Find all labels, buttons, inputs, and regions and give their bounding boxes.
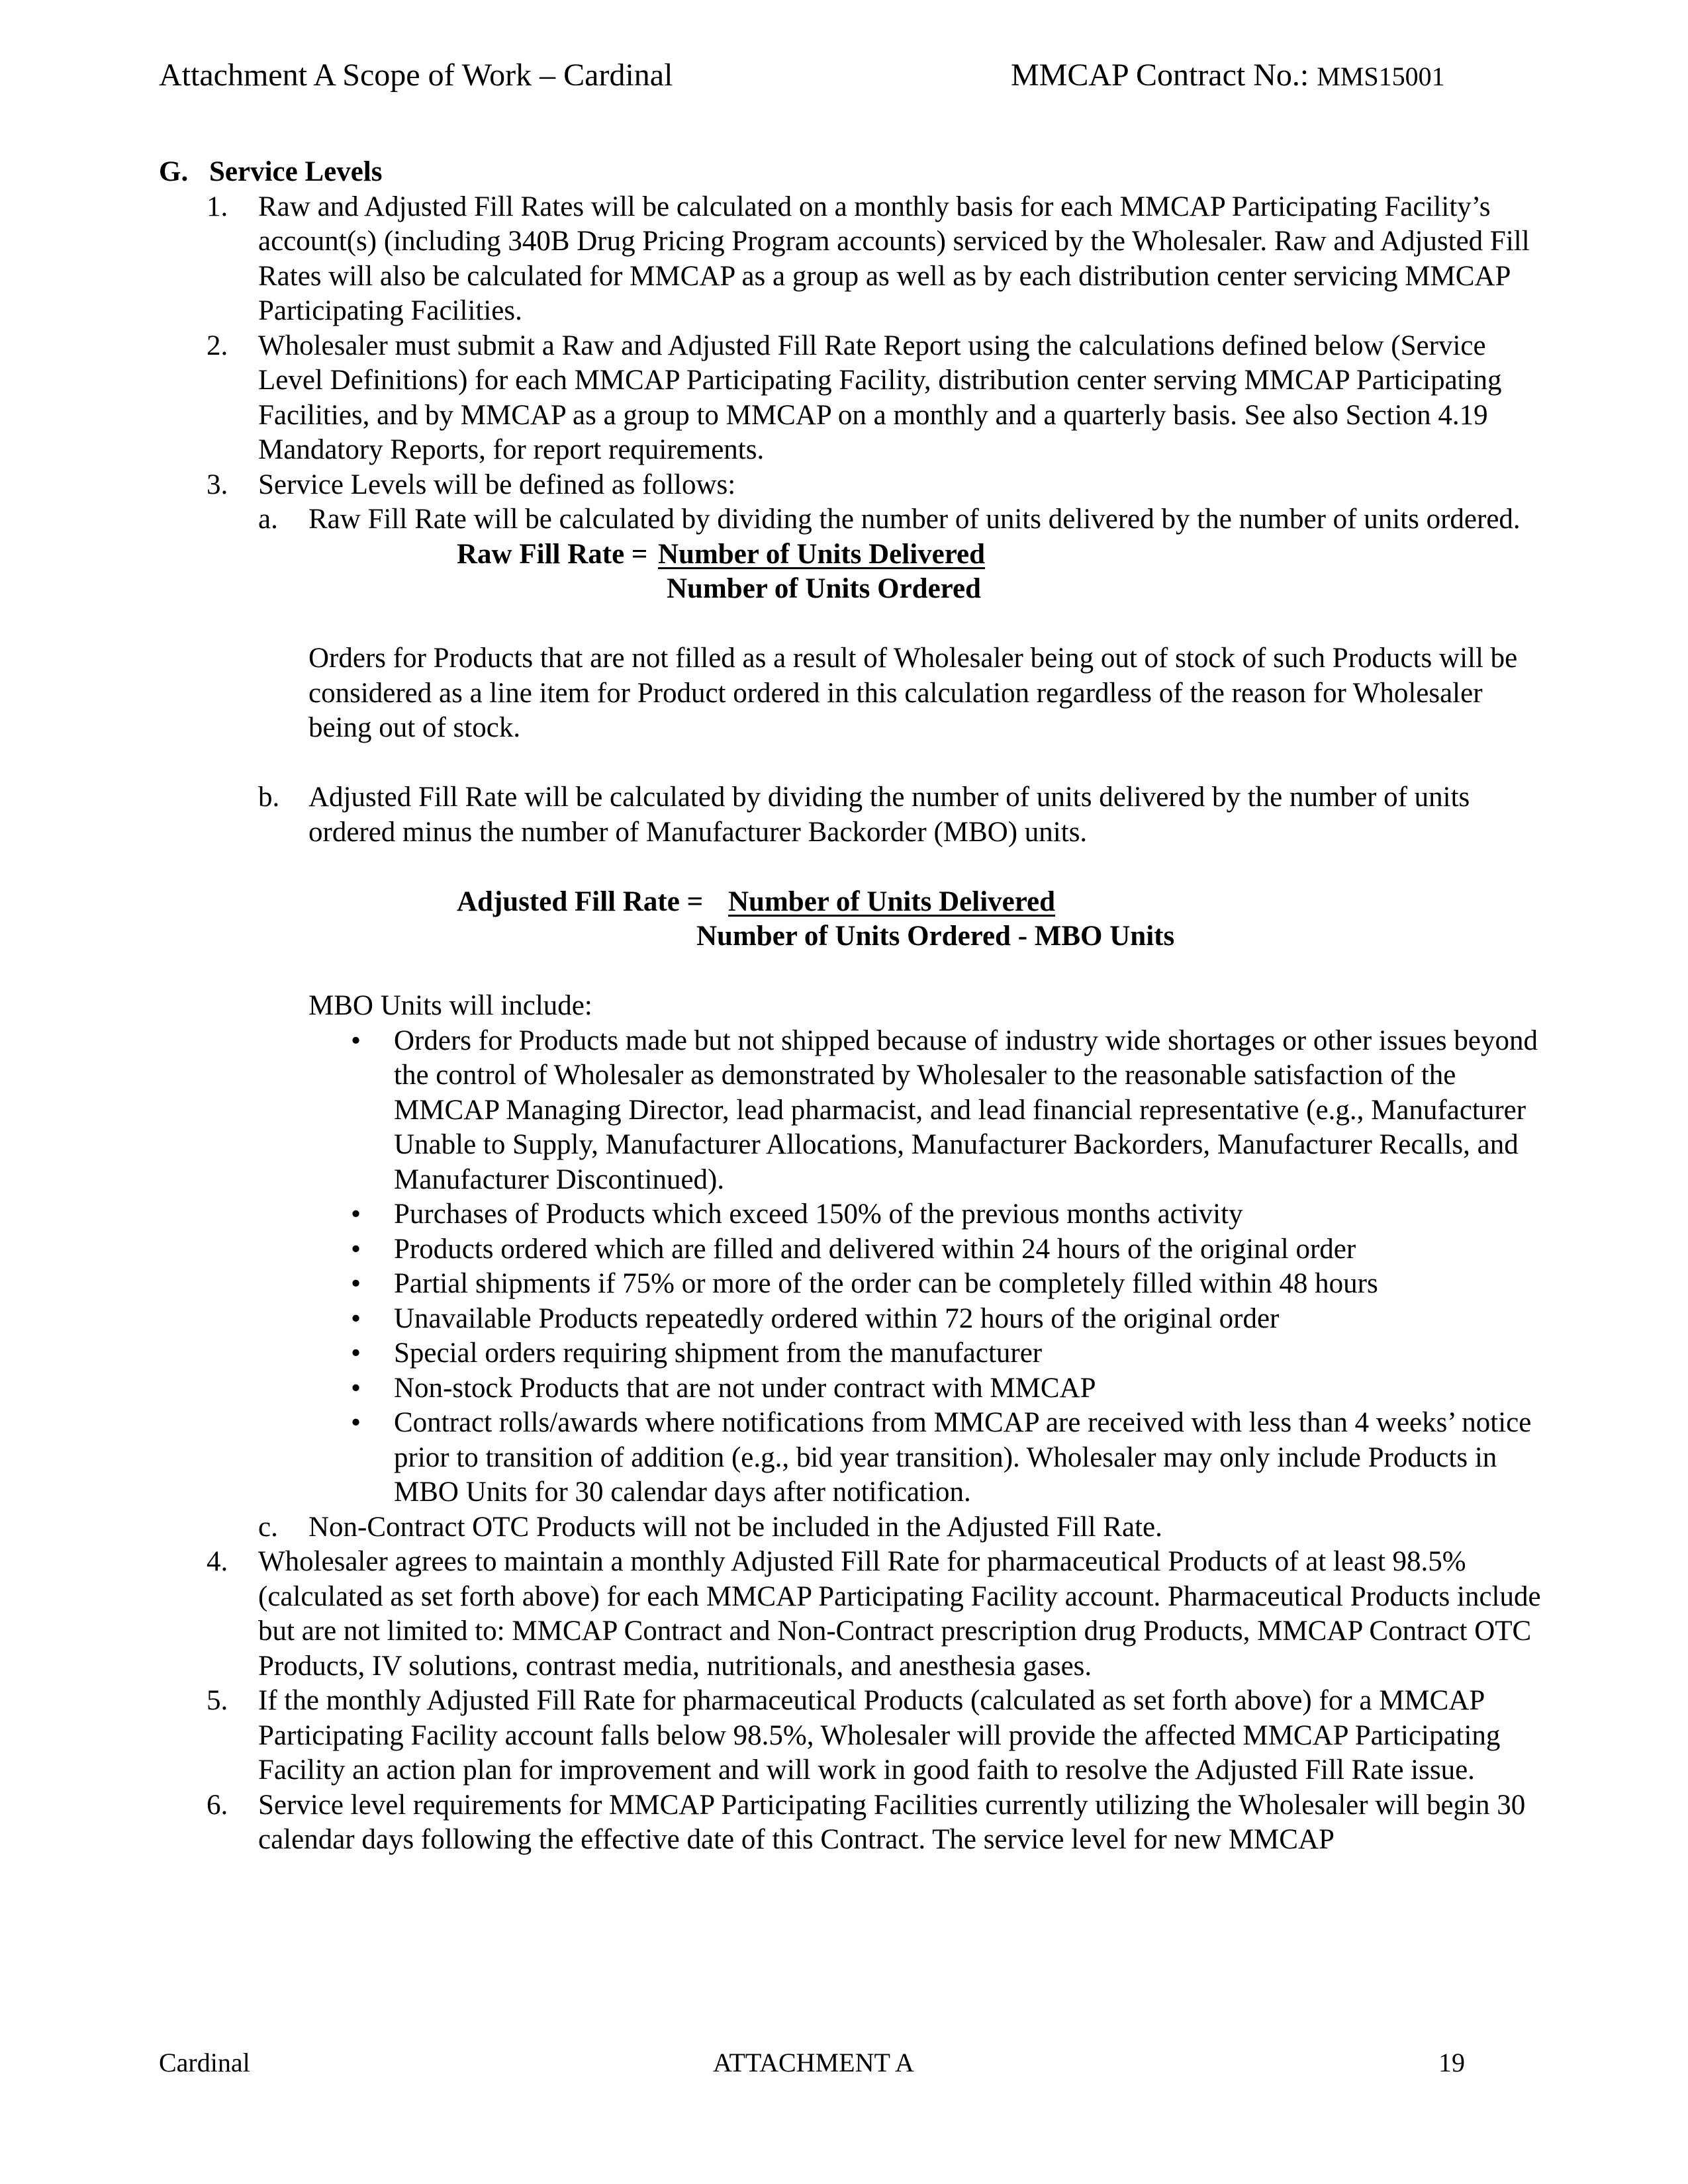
formula-numerator: Number of Units Delivered <box>728 886 1056 917</box>
list-item-2 <box>159 329 1542 468</box>
bullet-item <box>159 1232 1542 1267</box>
sub-text: Adjusted Fill Rate will be calculated by dividing the number of units delivered by the number of units ordered minus the number of Manufacturer Backorder (MBO) units. <box>308 782 1470 848</box>
bullet-item <box>159 1197 1542 1232</box>
bullet-icon: • <box>351 1233 361 1265</box>
formula-label: Raw Fill Rate = <box>457 538 648 570</box>
item-number: 4. <box>207 1546 228 1577</box>
page-number: 19 <box>1438 2048 1465 2077</box>
bullet-icon: • <box>351 1372 361 1404</box>
sub-text: Raw Fill Rate will be calculated by dividing the number of units delivered by the number of units ordered. <box>308 504 1521 535</box>
list-item-6 <box>159 1788 1542 1858</box>
item-text: Wholesaler agrees to maintain a monthly Adjusted Fill Rate for pharmaceutical Products of at least 98.5% (calculated as set forth above) for each MMCAP Participating Facility account. Pharmaceutical Products include but are not limited to: MMCAP Contract and Non-Contract prescription drug Products, MMCAP Contract OTC Products, IV solutions, contrast media, nutritionals, and anesthesia gases. <box>258 1546 1541 1682</box>
item-number: 6. <box>207 1789 228 1821</box>
bullet-icon: • <box>351 1302 361 1334</box>
list-item-1 <box>159 190 1542 329</box>
section-letter: G. <box>159 156 189 187</box>
list-item-5 <box>159 1684 1542 1788</box>
bullet-text: Partial shipments if 75% or more of the order can be completely filled within 48 hours <box>394 1268 1378 1299</box>
footer-company: Cardinal <box>159 2048 250 2077</box>
bullet-icon: • <box>351 1024 361 1056</box>
bullet-text: Orders for Products made but not shipped because of industry wide shortages or other issues beyond the control of Wholesaler as demonstrated by Wholesaler to the reasonable satisfaction of the MMCAP Managing Director, lead pharmacist, and lead financial representative (e.g., Manufacturer Unable to Supply, Manufacturer Allocations, Manufacturer Backorders, Manufacturer Recalls, and Manufacturer Discontinued). <box>394 1024 1538 1195</box>
sub-item-a <box>159 502 1542 537</box>
item-text: Service level requirements for MMCAP Participating Facilities currently utilizing the Wholesaler will begin 30 calendar days following the effective date of this Contract. The service level for new MMCAP <box>258 1789 1526 1855</box>
bullet-item <box>159 1336 1542 1371</box>
bullet-item <box>159 1267 1542 1302</box>
adjusted-fill-rate-formula <box>159 885 1542 954</box>
bullet-text: Non-stock Products that are not under contract with MMCAP <box>394 1372 1096 1404</box>
item-number: 5. <box>207 1685 228 1716</box>
raw-fill-rate-note: Orders for Products that are not filled as a result of Wholesaler being out of stock of such Products will be considered as a line item for Product ordered in this calculation regardless of the reason for Wholesaler being out of stock. <box>308 643 1518 743</box>
item-number: 3. <box>207 469 228 500</box>
bullet-text: Contract rolls/awards where notifications from MMCAP are received with less than 4 weeks’ notice prior to transition of addition (e.g., bid year transition). Wholesaler may only include Products in MBO Units for 30 calendar days after notification. <box>394 1407 1532 1508</box>
formula-denominator: Number of Units Ordered - MBO Units <box>696 921 1175 952</box>
document-body <box>159 155 1542 1858</box>
formula-label: Adjusted Fill Rate = <box>457 886 704 917</box>
sub-letter: a. <box>258 504 278 535</box>
footer-attachment: ATTACHMENT A <box>713 2048 914 2077</box>
bullet-item <box>159 1406 1542 1510</box>
header-contract <box>1011 56 1445 97</box>
bullet-text: Unavailable Products repeatedly ordered within 72 hours of the original order <box>394 1302 1280 1334</box>
formula-denominator: Number of Units Ordered <box>667 573 981 604</box>
item-text: Service Levels will be defined as follows: <box>258 469 736 500</box>
contract-number: MMS15001 <box>1317 62 1445 91</box>
bullet-icon: • <box>351 1338 361 1369</box>
section-heading <box>159 155 1542 190</box>
item-text: Raw and Adjusted Fill Rates will be calculated on a monthly basis for each MMCAP Participating Facility’s account(s) (including 340B Drug Pricing Program accounts) serviced by the Wholesaler. Raw and Adjusted Fill Rates will also be calculated for MMCAP as a group as well as by each distribution center servicing MMCAP Participating Facilities. <box>258 191 1530 326</box>
section-title: Service Levels <box>209 156 383 187</box>
item-text: If the monthly Adjusted Fill Rate for pharmaceutical Products (calculated as set forth above) for a MMCAP Participating Facility account falls below 98.5%, Wholesaler will provide the affected MMCAP Participating Facility an action plan for improvement and will work in good faith to resolve the Adjusted Fill Rate issue. <box>258 1685 1501 1786</box>
sub-text: Non-Contract OTC Products will not be included in the Adjusted Fill Rate. <box>308 1511 1162 1543</box>
raw-fill-rate-formula <box>159 537 1542 607</box>
bullet-text: Purchases of Products which exceed 150% of the previous months activity <box>394 1199 1243 1230</box>
list-item-3 <box>159 468 1542 503</box>
sub-item-b <box>159 780 1542 850</box>
bullet-icon: • <box>351 1407 361 1438</box>
bullet-text: Products ordered which are filled and delivered within 24 hours of the original order <box>394 1233 1356 1265</box>
formula-numerator: Number of Units Delivered <box>658 538 986 570</box>
contract-label: MMCAP Contract No.: <box>1011 58 1317 93</box>
item-text: Wholesaler must submit a Raw and Adjusted Fill Rate Report using the calculations defined below (Service Level Definitions) for each MMCAP Participating Facility, distribution center serving MMCAP Participating Facilities, and by MMCAP as a group to MMCAP on a monthly and a quarterly basis. See also Section 4.19 Mandatory Reports, for report requirements. <box>258 330 1502 465</box>
bullet-text: Special orders requiring shipment from the manufacturer <box>394 1338 1043 1369</box>
item-number: 1. <box>207 191 228 222</box>
bullet-icon: • <box>351 1199 361 1230</box>
bullet-item <box>159 1302 1542 1337</box>
sub-letter: b. <box>258 782 280 813</box>
bullet-item <box>159 1024 1542 1198</box>
list-item-4 <box>159 1545 1542 1684</box>
sub-letter: c. <box>258 1511 278 1543</box>
item-number: 2. <box>207 330 228 361</box>
header-title: Attachment A Scope of Work – Cardinal <box>159 58 673 93</box>
sub-item-c <box>159 1510 1542 1545</box>
mbo-intro: MBO Units will include: <box>308 990 592 1021</box>
bullet-icon: • <box>351 1268 361 1299</box>
bullet-item <box>159 1371 1542 1406</box>
